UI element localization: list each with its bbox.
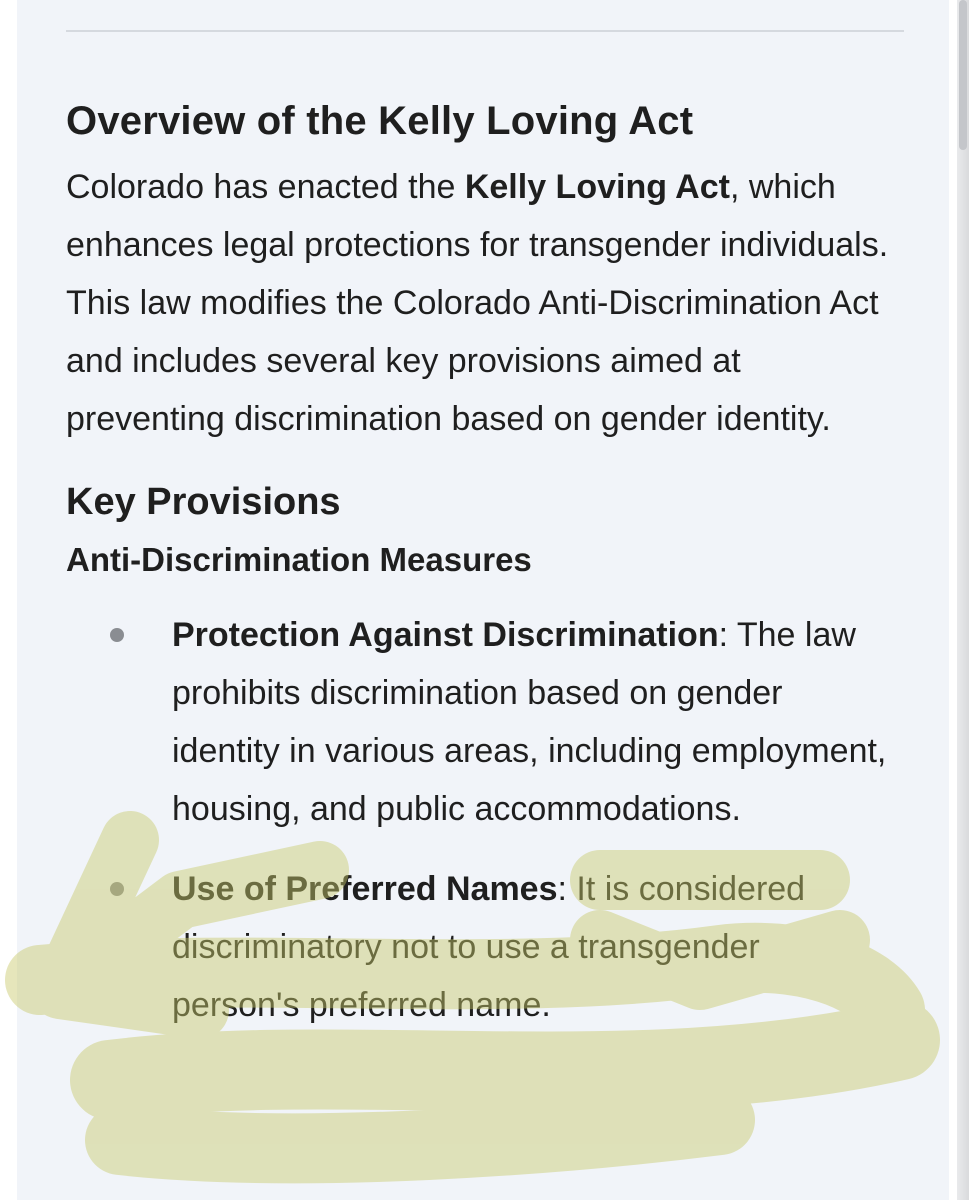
- intro-text-start: Colorado has enacted the: [66, 168, 465, 206]
- act-name-bold: Kelly Loving Act: [464, 168, 730, 206]
- provision-text: : It is considered discriminatory not to use a transgender person's preferred name.: [172, 870, 806, 1024]
- section-divider: [66, 30, 904, 32]
- provision-title: Protection Against Discrimination: [172, 616, 719, 654]
- provision-text: : The law prohibits discrimination based on gender identity in various areas, including employment, housing, and public accommodations.: [172, 616, 887, 828]
- scrollbar[interactable]: [957, 0, 969, 1200]
- overview-heading: Overview of the Kelly Loving Act: [66, 99, 694, 143]
- overview-paragraph: [66, 158, 896, 448]
- intro-text-end: , which enhances legal protections for transgender individuals. This law modifies the Colorado Anti-Discrimination Act and includes several key provisions aimed at preventing discrimination based on gender identity.: [66, 168, 889, 438]
- bullet-icon: [110, 628, 124, 642]
- key-provisions-heading: Key Provisions: [66, 481, 341, 523]
- list-item: [66, 606, 896, 838]
- scrollbar-thumb[interactable]: [959, 0, 967, 150]
- list-item: [66, 860, 896, 1034]
- provisions-list: [66, 606, 896, 1034]
- anti-discrimination-subheading: Anti-Discrimination Measures: [66, 541, 532, 578]
- provision-title: Use of Preferred Names: [172, 870, 558, 908]
- bullet-icon: [110, 882, 124, 896]
- article-content: [66, 92, 896, 1056]
